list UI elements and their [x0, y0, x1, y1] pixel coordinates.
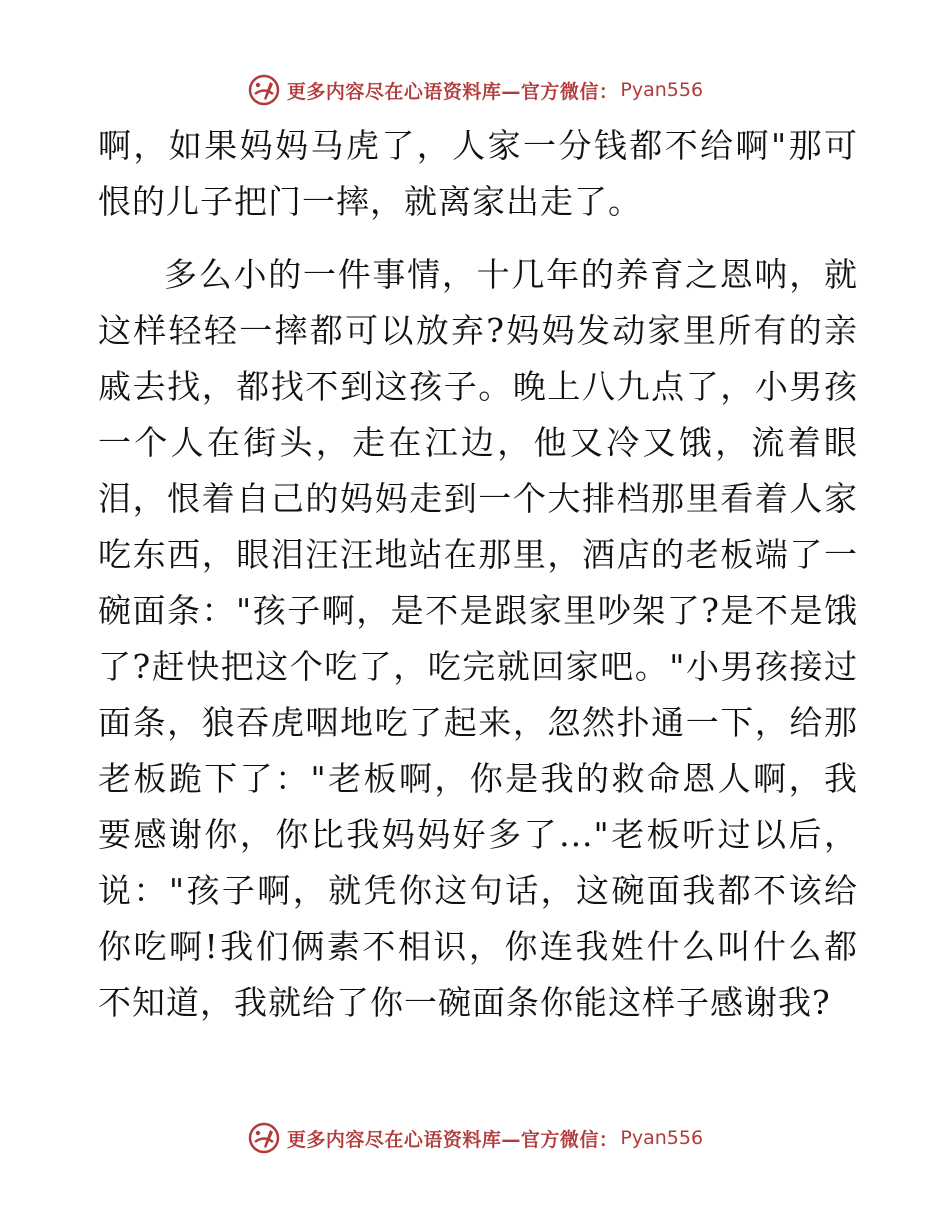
header-banner-text: 更多内容尽在心语资料库—官方微信：	[286, 80, 619, 103]
document-body	[98, 118, 858, 1031]
footer-wechat-handle: Pyan556	[620, 1127, 704, 1149]
book-pen-logo-icon	[247, 1121, 281, 1155]
footer-banner	[0, 1118, 950, 1158]
book-pen-logo-icon	[247, 73, 281, 107]
header-wechat-handle: Pyan556	[620, 79, 704, 101]
paragraph-2: 多么小的一件事情，十几年的养育之恩呐，就这样轻轻一摔都可以放弃?妈妈发动家里所有的亲戚去找，都找不到这孩子。晚上八九点了，小男孩一个人在街头，走在江边，他又冷又饿，流着眼泪，恨着自己的妈妈走到一个大排档那里看着人家吃东西，眼泪汪汪地站在那里，酒店的老板端了一碗面条："孩子啊，是不是跟家里吵架了?是不是饿了?赶快把这个吃了，吃完就回家吧。"小男孩接过面条，狼吞虎咽地吃了起来，忽然扑通一下，给那老板跪下了："老板啊，你是我的救命恩人啊，我要感谢你，你比我妈妈好多了..."老板听过以后，说："孩子啊，就凭你这句话，这碗面我都不该给你吃啊!我们俩素不相识，你连我姓什么叫什么都不知道，我就给了你一碗面条你能这样子感谢我?	[98, 255, 858, 1022]
header-banner	[0, 70, 950, 110]
paragraph-1: 啊，如果妈妈马虎了，人家一分钱都不给啊"那可恨的儿子把门一摔，就离家出走了。	[98, 126, 858, 221]
footer-banner-text: 更多内容尽在心语资料库—官方微信：	[286, 1128, 619, 1151]
